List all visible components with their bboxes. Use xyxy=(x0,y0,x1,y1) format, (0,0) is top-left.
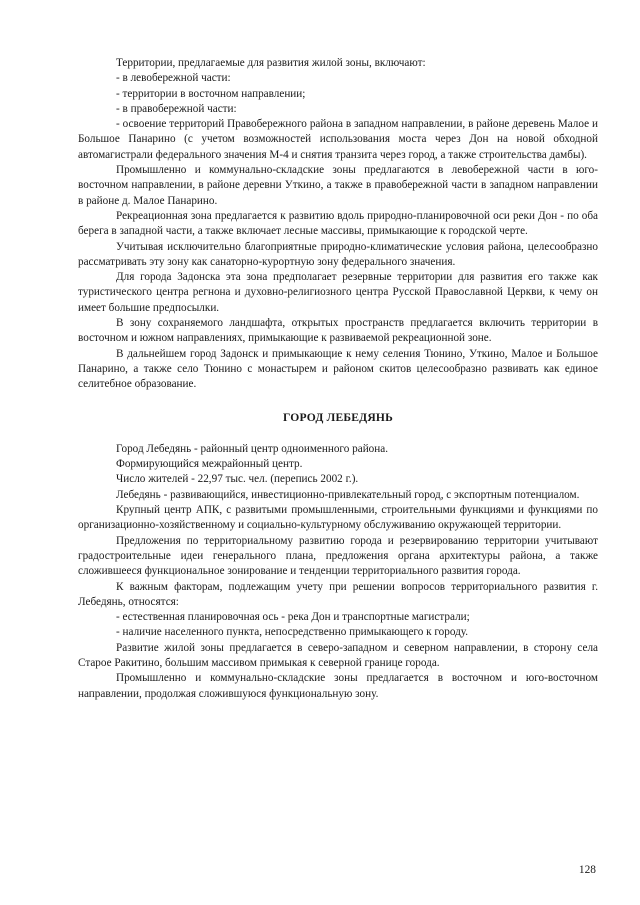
paragraph: Рекреационная зона предлагается к развитию вдоль природно-планировочной оси реки Дон - по оба берега в западной части, а также включает лесные массивы, примыкающие к городской черте. xyxy=(78,209,598,238)
paragraph: Территории, предлагаемые для развития жилой зоны, включают: xyxy=(116,57,426,69)
paragraph: Лебедянь - развивающийся, инвестиционно-привлекательный город, с экспортным потенциалом. xyxy=(116,488,580,501)
list-item: - естественная планировочная ось - река Дон и транспортные магистрали; xyxy=(116,611,470,624)
paragraph: Предложения по территориальному развитию города и резервированию территории учитывают градостроительные идеи генерального плана, предложения органа архитектуры района, а также сложившееся функциональное зонирование и тенденции территориального развития города. xyxy=(78,534,598,578)
paragraph: Город Лебедянь - районный центр одноименного района. xyxy=(116,442,389,455)
paragraph: К важным факторам, подлежащим учету при решении вопросов территориального развития г. Лебедянь, относятся: xyxy=(78,580,598,608)
list-item: - в левобережной части: xyxy=(116,72,231,85)
section-lebedyan xyxy=(78,442,598,702)
list-item: - освоение территорий Правобережного района в западном направлении, в районе деревень Малое и Большое Панарино (с учетом возможностей использования моста через Дон на новой обходной автомагистрали федерального значения М-4 и снятия транзита через город, а также строительства дамбы). xyxy=(78,118,598,161)
list-item: - территории в восточном направлении; xyxy=(116,87,306,100)
paragraph: Крупный центр АПК, с развитыми промышленными, строительными функциями и функциями по организационно-хозяйственному и социально-культурному обслуживанию окружающей территории. xyxy=(78,504,598,532)
paragraph: Формирующийся межрайонный центр. xyxy=(116,458,303,471)
list-item: - наличие населенного пункта, непосредственно примыкающего к городу. xyxy=(116,626,469,639)
paragraph: В зону сохраняемого ландшафта, открытых пространств предлагается включить территории в восточном и южном направлениях, примыкающие к развиваемой рекреационной зоне. xyxy=(78,317,598,345)
paragraph: Число жителей - 22,97 тыс. чел. (перепись 2002 г.). xyxy=(116,473,359,486)
paragraph: Учитывая исключительно благоприятные природно-климатические условия района, целесообразно рассматривать эту зону как санаторно-курортную зону федерального значения. xyxy=(78,240,598,268)
paragraph: Промышленно и коммунально-складские зоны предлагается в восточном и юго-восточном направлении, продолжая сложившуюся функциональную зону. xyxy=(78,672,598,700)
paragraph: Промышленно и коммунально-складские зоны предлагаются в левобережной части в юго-восточном направлении, в районе деревни Уткино, а также в правобережной части в западном направлении в районе д. Малое Панарино. xyxy=(78,164,598,207)
page-number: 128 xyxy=(578,864,596,876)
paragraph: Развитие жилой зоны предлагается в северо-западном и северном направлении, в сторону села Старое Ракитино, большим массивом примыкая к северной границе города. xyxy=(78,641,598,669)
section-heading: ГОРОД ЛЕБЕДЯНЬ xyxy=(282,410,394,424)
paragraph: Для города Задонска эта зона предполагает резервные территории для развития его также как туристического центра регнона и духовно-религиозного центра Русской Православной Церкви, к чему он имеет большие предпосылки. xyxy=(78,271,598,314)
paragraph: В дальнейшем город Задонск и примыкающие к нему селения Тюнино, Уткино, Малое и Большое Панарино, а также село Тюнино с монастырем и районом скитов целесообразно развивать как единое селитебное образование. xyxy=(78,347,598,391)
list-item: - в правобережной части: xyxy=(116,102,237,115)
section-zadonsk-zoning xyxy=(78,56,598,393)
